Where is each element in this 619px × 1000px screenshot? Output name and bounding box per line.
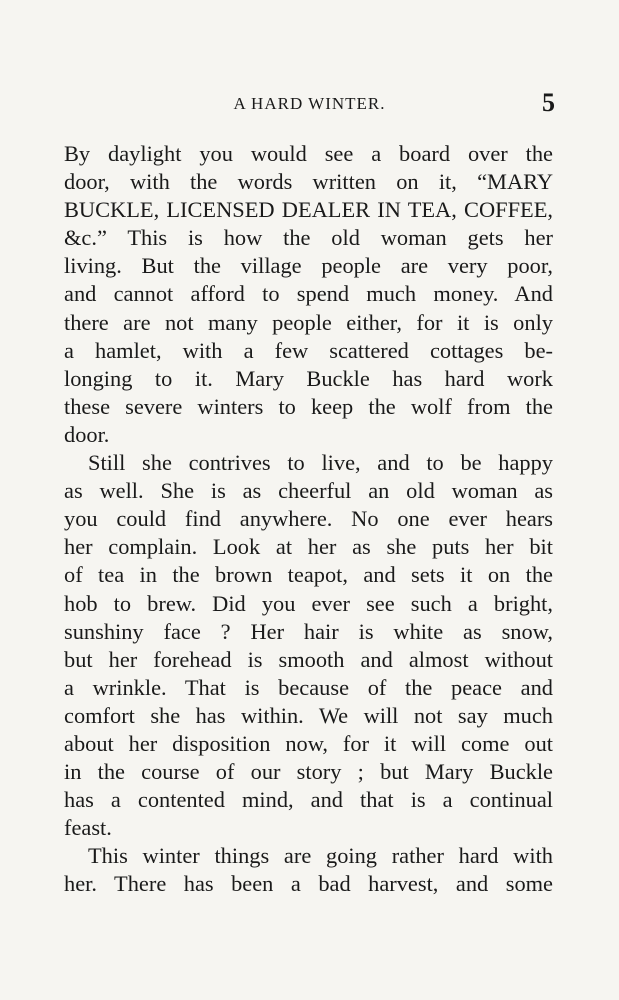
text-line: these severe winters to keep the wolf from the (64, 393, 553, 419)
text-line: BUCKLE, LICENSED DEALER IN TEA, COFFEE, (64, 197, 553, 223)
text-line: a hamlet, with a few scattered cottages be- (64, 337, 553, 363)
text-line: comfort she has within. We will not say much (64, 702, 553, 728)
text-line: there are not many people either, for it is only (64, 309, 553, 335)
text-line: and cannot afford to spend much money. And (64, 281, 553, 307)
text-line: This winter things are going rather hard with (88, 843, 553, 869)
text-line: you could find anywhere. No one ever hears (64, 506, 553, 532)
text-line: hob to brew. Did you ever see such a bright, (64, 590, 553, 616)
text-line: feast. (64, 815, 112, 841)
text-line: has a contented mind, and that is a continual (64, 787, 553, 813)
text-line: door, with the words written on it, “MARY (64, 169, 553, 195)
body-text (64, 140, 553, 899)
chapter-title: A HARD WINTER. (233, 94, 386, 113)
text-line: longing to it. Mary Buckle has hard work (64, 365, 553, 391)
text-line: of tea in the brown teapot, and sets it on the (64, 562, 553, 588)
running-head (0, 88, 619, 118)
text-line: Still she contrives to live, and to be happy (88, 450, 553, 476)
text-line: &c.” This is how the old woman gets her (64, 225, 553, 251)
text-line: but her forehead is smooth and almost without (64, 646, 553, 672)
text-line: as well. She is as cheerful an old woman as (64, 478, 553, 504)
text-line: her. There has been a bad harvest, and some (64, 871, 553, 897)
page-number: 5 (542, 88, 555, 117)
text-line: By daylight you would see a board over the (64, 141, 553, 166)
text-line: her complain. Look at her as she puts her bit (64, 534, 553, 560)
text-line: a wrinkle. That is because of the peace and (64, 674, 553, 700)
text-line: sunshiny face ? Her hair is white as snow, (64, 618, 553, 644)
text-line: living. But the village people are very poor, (64, 253, 553, 279)
text-line: door. (64, 421, 110, 447)
text-line: about her disposition now, for it will come out (64, 730, 553, 756)
text-line: in the course of our story ; but Mary Buckle (64, 759, 553, 785)
